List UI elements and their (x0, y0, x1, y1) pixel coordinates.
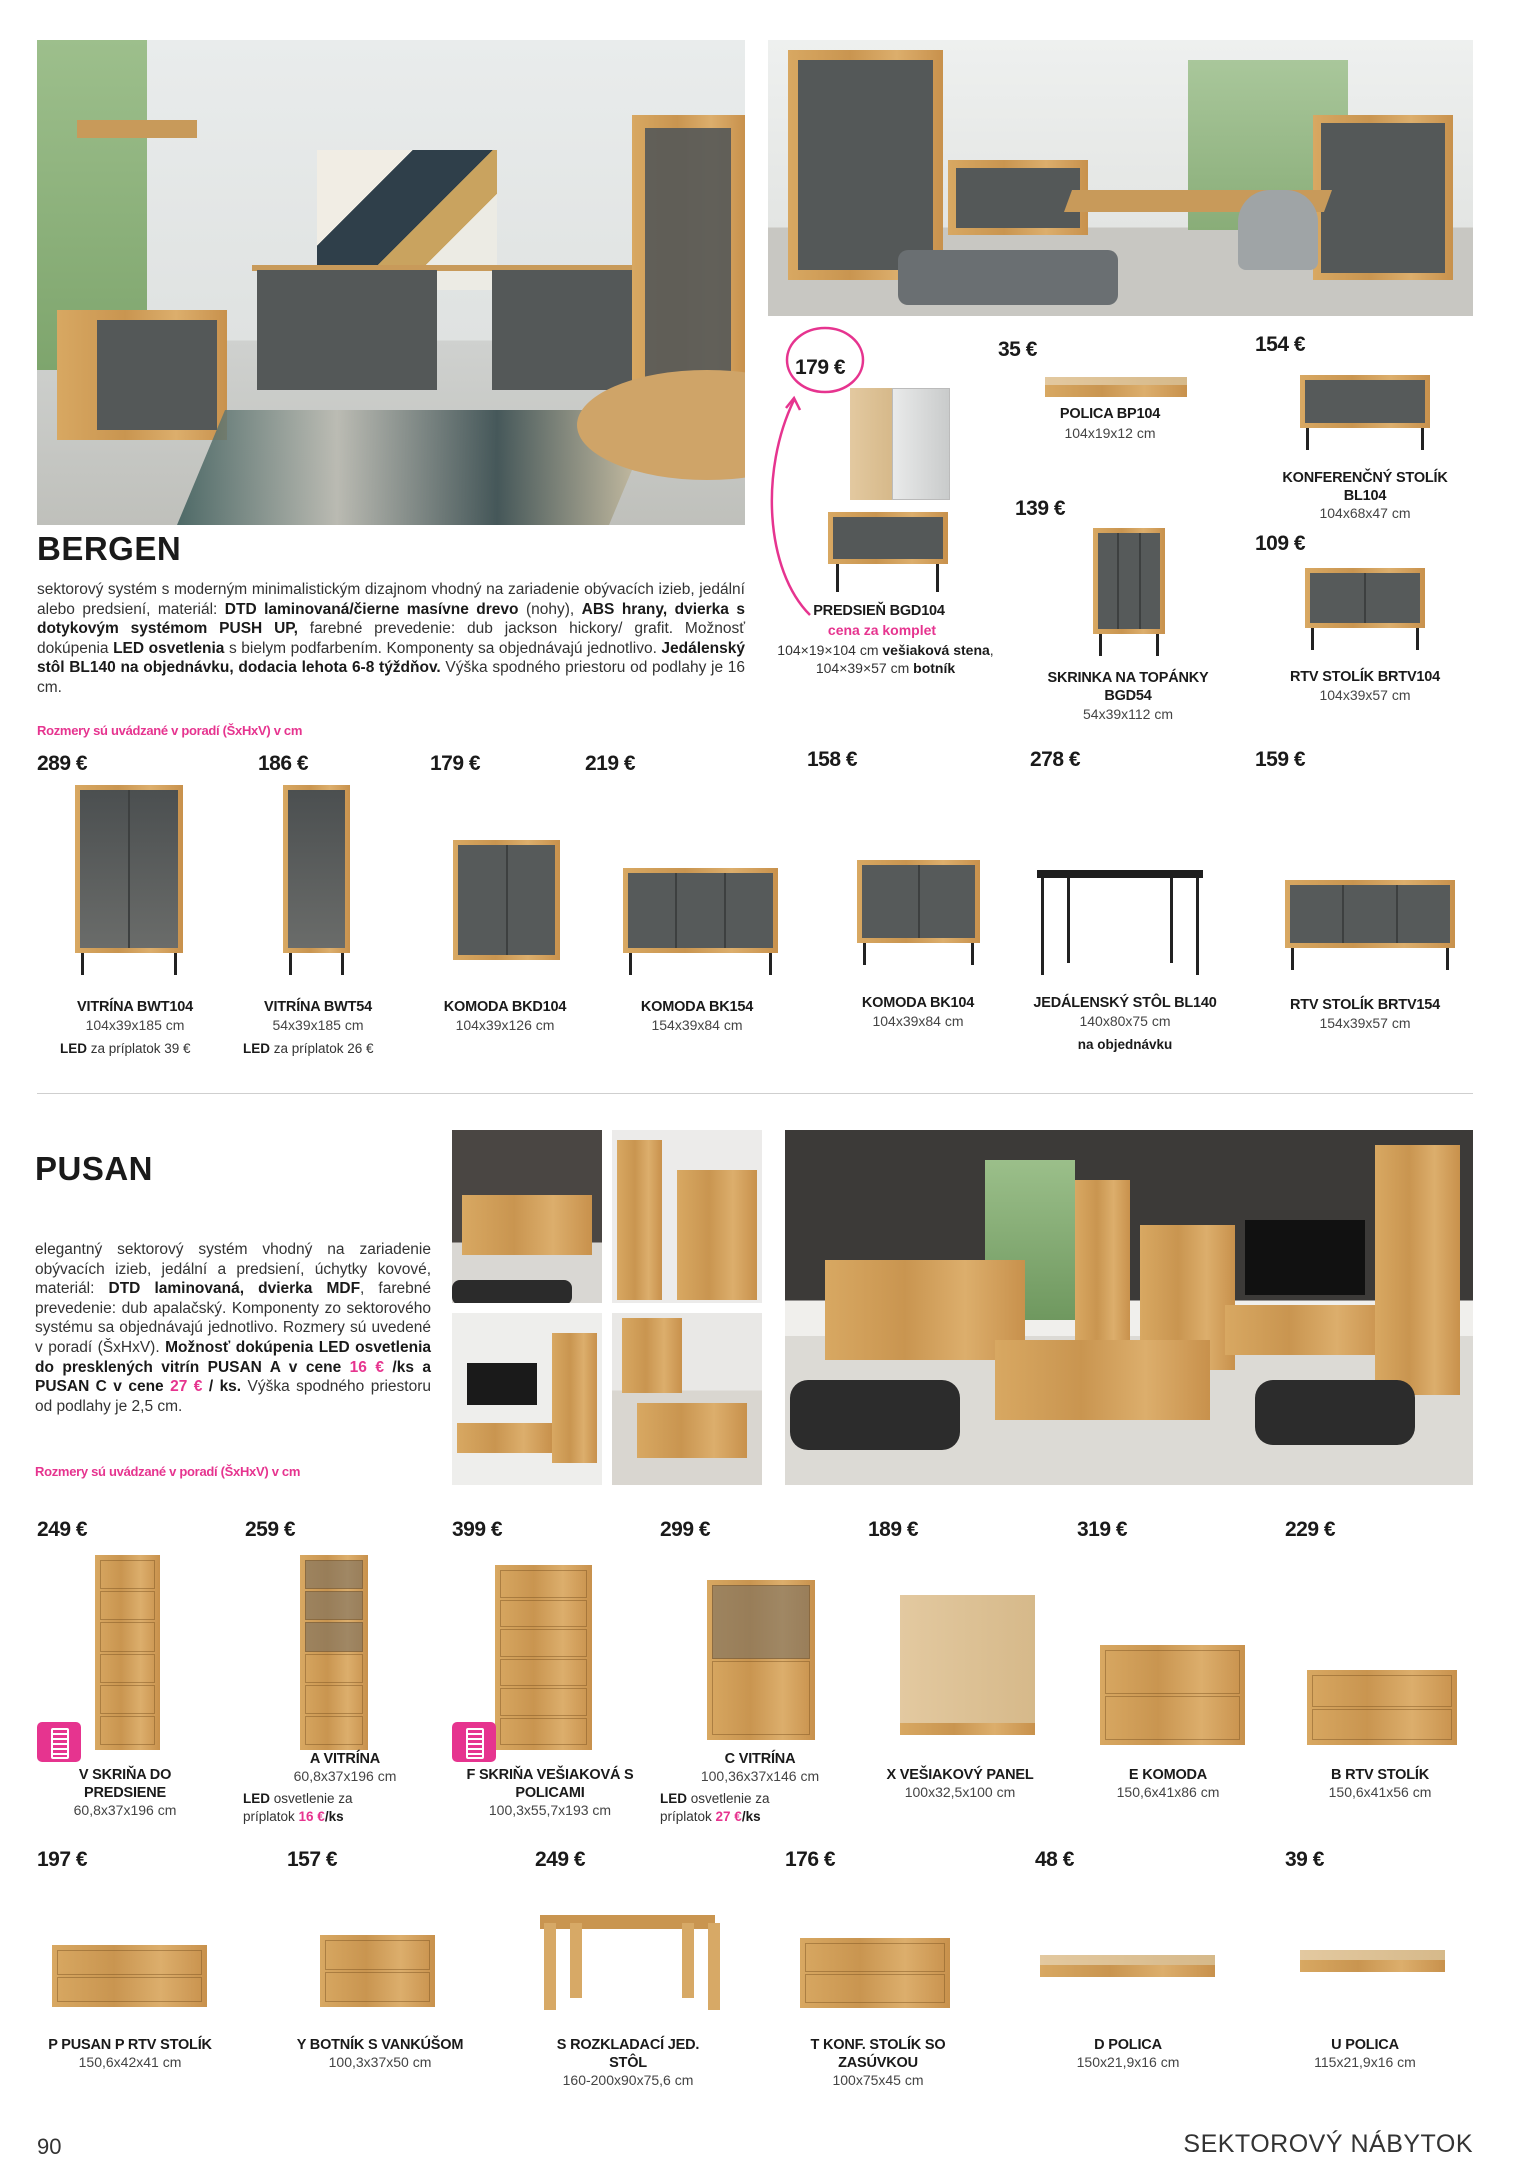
shelf-board (1300, 1960, 1445, 1972)
product-dims: 100x32,5x100 cm (904, 1784, 1016, 1800)
table-leg (682, 1923, 694, 1998)
product-price: 157 € (287, 1848, 338, 1871)
product-price: 48 € (1035, 1848, 1074, 1871)
product-price: 278 € (1030, 748, 1081, 771)
front-panel (325, 1972, 430, 2002)
product-dims: 154x39x84 cm (651, 1017, 743, 1033)
cabinet-leg (769, 953, 772, 975)
text-segment: príplatok (660, 1809, 716, 1824)
cabinet-doors (1290, 885, 1450, 943)
cabinet-leg (289, 953, 292, 975)
text-segment: Možnosť dokúpenia LED osvetlenia do presklených vitrín PUSAN A v cene (35, 1338, 431, 1376)
product-price: 158 € (807, 748, 858, 771)
product-dims: 104x68x47 cm (1319, 505, 1411, 521)
product-price: 186 € (258, 752, 309, 775)
cabinet-body (1307, 1670, 1457, 1745)
cabinet-fronts (1105, 1650, 1240, 1740)
cabinet-body (495, 1565, 592, 1750)
cabinet-doors (1305, 380, 1425, 423)
text-segment: 16 € (349, 1358, 384, 1376)
text-segment: farebné prevedenie: dub jackson hickory/ grafit. Možnosť dokúpenia (37, 620, 746, 657)
product-image (623, 868, 778, 975)
text-segment: LED (243, 1041, 270, 1056)
product-dims: 100,3x55,7x193 cm (488, 1802, 612, 1818)
text-segment: , farebné prevedenie: dub apalačský. Komponenty zo sektorového systému sa objednávajú jednotlivo. Rozmery sú uvedené v poradí (ŠxHxV). (35, 1280, 431, 1356)
front-panel (805, 1974, 945, 2003)
led-lighting-icon (37, 1722, 81, 1762)
product-name: RTV STOLÍK BRTV104 (1289, 669, 1441, 685)
cabinet-fronts (712, 1585, 810, 1735)
text-segment: s bielym podfarbením. Komponenty sa objednávajú jednotlivo. (224, 639, 662, 657)
product-price: 35 € (998, 338, 1037, 361)
cabinet-fronts (305, 1560, 363, 1745)
product-name: POLICA BP104 (1059, 406, 1161, 422)
cabinet-leg (1311, 628, 1314, 650)
front-panel (305, 1654, 363, 1683)
cabinet-body (623, 868, 778, 953)
door (1310, 573, 1364, 623)
product-price: 229 € (1285, 1518, 1336, 1541)
product-dims: 54x39x112 cm (1082, 706, 1174, 722)
front-panel (1312, 1675, 1452, 1707)
cabinet-leg (341, 953, 344, 975)
cabinet-body (1305, 568, 1425, 628)
front-panel (1105, 1650, 1240, 1694)
product-name: SKRINKA NA TOPÁNKY BGD54 (1047, 670, 1209, 704)
cabinet-doors (628, 873, 773, 948)
product-dims: 104x39x126 cm (455, 1017, 555, 1033)
front-panel (500, 1570, 587, 1598)
product-image (900, 1595, 1035, 1735)
text-segment: /ks (324, 1809, 344, 1824)
front-panel (500, 1600, 587, 1628)
text-segment: (nohy), (518, 600, 582, 618)
front-panel (712, 1585, 810, 1659)
product-dims: 104x19x12 cm (1064, 425, 1156, 441)
cabinet-body (1300, 375, 1430, 428)
shelf-board (900, 1723, 1035, 1735)
product-image (495, 1565, 592, 1750)
front-panel (805, 1943, 945, 1972)
product-price: 189 € (868, 1518, 919, 1541)
shelf-back (1045, 377, 1187, 385)
product-image (52, 1945, 207, 2007)
table-leg (708, 1923, 720, 2010)
bergen-dims-note: Rozmery sú uvádzané v poradí (ŠxHxV) v cm (37, 723, 303, 738)
product-name: V SKRIŇA DO PREDSIENE (78, 1767, 172, 1801)
text-segment: Jedálenský stôl BL140 na objednávku, dodacia lehota 6-8 týždňov. (37, 639, 746, 677)
front-panel (500, 1688, 587, 1716)
text-segment: osvetlenie za (687, 1791, 770, 1806)
product-dims: 150,6x41x86 cm (1116, 1784, 1220, 1800)
front-panel (500, 1629, 587, 1657)
table-leg (570, 1923, 582, 1998)
product-name: KOMODA BK104 (861, 995, 975, 1011)
front-panel (305, 1591, 363, 1620)
text-segment: botník (913, 660, 956, 676)
text-segment: za príplatok 39 € (87, 1041, 191, 1056)
shelf-back (1040, 1955, 1215, 1965)
text-segment: ABS hrany, dvierka s dotykovým systémom PUSH UP, (37, 600, 745, 638)
product-image (1045, 377, 1187, 397)
cabinet-leg (1291, 948, 1294, 970)
product-dims: 160-200x90x75,6 cm (562, 2072, 694, 2088)
front-panel (100, 1685, 155, 1714)
table-leg (1170, 878, 1173, 963)
product-image (1093, 528, 1165, 656)
cabinet-leg (1446, 948, 1449, 970)
product-name: T KONF. STOLÍK SO ZASÚVKOU (810, 2037, 946, 2071)
text-segment: Výška spodného priestoru od podlahy je 2,5 cm. (35, 1378, 432, 1415)
text-segment: 27 € (715, 1809, 742, 1824)
cabinet-doors (1310, 573, 1420, 623)
product-name: JEDÁLENSKÝ STÔL BL140 (1033, 995, 1217, 1011)
product-name: E KOMODA (1128, 1767, 1208, 1783)
product-price: 154 € (1255, 333, 1306, 356)
front-panel (57, 1977, 202, 2002)
section-title: SEKTOROVÝ NÁBYTOK (1183, 2130, 1473, 2158)
front-panel (305, 1685, 363, 1714)
product-image (1040, 1955, 1215, 1977)
product-price: 299 € (660, 1518, 711, 1541)
coat-rack-panel-image (850, 388, 892, 500)
product-price: 39 € (1285, 1848, 1324, 1871)
product-extra-info (1078, 1036, 1173, 1054)
cabinet-body (320, 1935, 435, 2007)
text-segment: LED (243, 1791, 270, 1806)
cabinet-fronts (57, 1950, 202, 2002)
product-extra-info (243, 1040, 374, 1058)
table-leg (1067, 878, 1070, 963)
set-name: PREDSIEŇ BGD104 (813, 603, 945, 619)
door (288, 790, 345, 948)
table-leg (544, 1923, 556, 2010)
product-image (540, 1915, 715, 2010)
text-segment: osvetlenie za (270, 1791, 353, 1806)
cabinet-body (453, 840, 560, 960)
product-extra-info (660, 1790, 770, 1826)
product-dims: 100,36x37x146 cm (700, 1768, 820, 1784)
product-dims: 140x80x75 cm (1079, 1013, 1171, 1029)
front-panel (57, 1950, 202, 1975)
text-segment: 27 € (170, 1378, 203, 1396)
product-dims: 115x21,9x16 cm (1314, 2054, 1416, 2070)
door (508, 845, 556, 955)
cabinet-doors (288, 790, 345, 948)
front-panel (1105, 1696, 1240, 1740)
front-panel (100, 1654, 155, 1683)
product-name: D POLICA (1094, 2037, 1162, 2053)
text-segment: LED (660, 1791, 687, 1806)
text-segment: vešiaková stena (882, 642, 990, 658)
front-panel (305, 1622, 363, 1651)
product-name: VITRÍNA BWT54 (263, 999, 373, 1015)
cabinet-body (52, 1945, 207, 2007)
product-price: 259 € (245, 1518, 296, 1541)
cabinet-body (1285, 880, 1455, 948)
product-image (1300, 1950, 1445, 1972)
product-name: B RTV STOLÍK (1330, 1767, 1430, 1783)
shoe-cabinet-image (828, 512, 948, 564)
product-price: 139 € (1015, 497, 1066, 520)
door (1398, 885, 1450, 943)
cabinet-leg (174, 953, 177, 975)
shelf-back (1300, 1950, 1445, 1960)
pusan-vitrine-photo (612, 1130, 762, 1303)
cabinet-leg (81, 953, 84, 975)
product-price: 179 € (430, 752, 481, 775)
product-image (1307, 1670, 1457, 1745)
product-name: P PUSAN P RTV STOLÍK (48, 2037, 212, 2053)
front-panel (305, 1716, 363, 1745)
product-image (1285, 880, 1455, 970)
text-segment: Výška spodného priestoru od podlahy je 16 cm. (37, 659, 746, 696)
mirror-image (892, 388, 950, 500)
product-dims: 104x39x84 cm (872, 1013, 964, 1029)
cabinet-body (95, 1555, 160, 1750)
product-image (1300, 375, 1430, 450)
set-price: 179 € (795, 356, 846, 379)
front-panel (100, 1560, 155, 1589)
page-number: 90 (37, 2134, 62, 2159)
cabinet-doors (1098, 533, 1160, 629)
product-dims: 104x39x185 cm (85, 1017, 185, 1033)
product-name: C VITRÍNA (724, 1751, 796, 1767)
table-leg (1041, 878, 1044, 975)
shelf-back (900, 1595, 1035, 1723)
product-price: 249 € (37, 1518, 88, 1541)
text-segment: /ks (741, 1809, 761, 1824)
cabinet-fronts (805, 1943, 945, 2003)
product-dims: 100,3x37x50 cm (328, 2054, 432, 2070)
text-segment: / ks. (202, 1378, 242, 1396)
product-name: Y BOTNÍK S VANKÚŠOM (296, 2037, 464, 2053)
product-image (857, 860, 980, 965)
text-segment: LED osvetlenia (113, 639, 225, 657)
pusan-living-room-photo (785, 1130, 1473, 1485)
product-image (453, 840, 560, 960)
pusan-coffee-table-photo (612, 1313, 762, 1485)
section-divider (37, 1093, 1473, 1094)
door (1305, 380, 1425, 423)
cabinet-leg (1416, 628, 1419, 650)
door (677, 873, 724, 948)
front-panel (1312, 1709, 1452, 1741)
product-image (320, 1935, 435, 2007)
product-name: X VEŠIAKOVÝ PANEL (886, 1767, 1034, 1783)
cabinet-leg (1156, 634, 1159, 656)
front-panel (500, 1659, 587, 1687)
text-segment: sektorový systém s moderným minimalistickým dizajnom vhodný na zariadenie obývacích izieb, jedální alebo predsiení, materiál: (37, 581, 745, 618)
text-segment: DTD laminovaná/čierne masívne drevo (224, 600, 519, 618)
front-panel (325, 1940, 430, 1970)
product-price: 197 € (37, 1848, 88, 1871)
door (1290, 885, 1342, 943)
bergen-description (37, 580, 745, 698)
product-price: 289 € (37, 752, 88, 775)
product-price: 249 € (535, 1848, 586, 1871)
cabinet-fronts (100, 1560, 155, 1745)
text-segment: /ks a PUSAN C v cene (35, 1358, 432, 1396)
text-segment: elegantný sektorový systém vhodný na zariadenie obývacích izieb, jedální a predsiení, úchytky kovové, materiál: (35, 1241, 431, 1298)
set-price-note: cena za komplet (827, 622, 937, 638)
front-panel (100, 1622, 155, 1651)
door (726, 873, 773, 948)
cabinet-leg (863, 943, 866, 965)
product-image (800, 1938, 950, 2008)
pusan-dims-note: Rozmery sú uvádzané v poradí (ŠxHxV) v cm (35, 1464, 301, 1479)
product-name: A VITRÍNA (309, 1751, 381, 1767)
product-image (95, 1555, 160, 1750)
product-extra-info (243, 1790, 353, 1826)
text-segment: za príplatok 26 € (270, 1041, 374, 1056)
set-dims (773, 641, 998, 677)
product-name: F SKRIŇA VEŠIAKOVÁ S POLICAMI (466, 1767, 634, 1801)
product-price: 399 € (452, 1518, 503, 1541)
front-panel (100, 1716, 155, 1745)
product-name: VITRÍNA BWT104 (77, 999, 193, 1015)
product-name: S ROZKLADACÍ JED. STÔL (556, 2037, 700, 2071)
front-panel (712, 1661, 810, 1735)
text-segment: na objednávku (1077, 1037, 1173, 1052)
cabinet-body (75, 785, 183, 953)
cabinet-leg (629, 953, 632, 975)
cabinet-body (857, 860, 980, 943)
pusan-tv-wall-photo (452, 1313, 602, 1485)
product-image (75, 785, 183, 975)
product-dims: 150,6x42x41 cm (78, 2054, 182, 2070)
cabinet-leg (1421, 428, 1424, 450)
door (1119, 533, 1138, 629)
product-price: 176 € (785, 1848, 836, 1871)
text-segment: príplatok (243, 1809, 299, 1824)
product-image (1100, 1645, 1245, 1745)
shelf-board (1040, 1965, 1215, 1977)
text-segment: 16 € (298, 1809, 325, 1824)
door (130, 790, 178, 948)
product-dims: 154x39x57 cm (1319, 1015, 1411, 1031)
bergen-dining-room-photo (768, 40, 1473, 316)
front-panel (100, 1591, 155, 1620)
cabinet-body (707, 1580, 815, 1740)
front-panel (500, 1718, 587, 1746)
pusan-sideboard-photo (452, 1130, 602, 1303)
door (920, 865, 976, 938)
cabinet-doors (80, 790, 178, 948)
cabinet-body (800, 1938, 950, 2008)
product-dims: 54x39x185 cm (272, 1017, 364, 1033)
door (1098, 533, 1117, 629)
product-price: 109 € (1255, 532, 1306, 555)
bergen-living-room-photo (37, 40, 745, 525)
cabinet-body (1093, 528, 1165, 634)
door (458, 845, 506, 955)
door (1141, 533, 1160, 629)
text-segment: LED (60, 1041, 87, 1056)
product-image (707, 1580, 815, 1740)
product-name: RTV STOLÍK BRTV154 (1289, 997, 1441, 1013)
product-extra-info (60, 1040, 191, 1058)
bergen-title: BERGEN (37, 530, 182, 567)
pusan-description (35, 1240, 431, 1416)
product-dims: 104x39x57 cm (1319, 687, 1411, 703)
cabinet-body (283, 785, 350, 953)
door (628, 873, 675, 948)
product-name: KOMODA BKD104 (443, 999, 567, 1015)
table-top (1037, 870, 1203, 878)
door (1344, 885, 1396, 943)
product-dims: 60,8x37x196 cm (293, 1768, 397, 1784)
product-dims: 150x21,9x16 cm (1076, 2054, 1180, 2070)
shelf-board (1045, 385, 1187, 397)
product-dims: 60,8x37x196 cm (73, 1802, 177, 1818)
cabinet-leg (1306, 428, 1309, 450)
product-image (1305, 568, 1425, 650)
product-price: 319 € (1077, 1518, 1128, 1541)
product-dims: 150,6x41x56 cm (1328, 1784, 1432, 1800)
cabinet-doors (458, 845, 555, 955)
text-segment: DTD laminovaná, dvierka MDF (108, 1280, 361, 1298)
cabinet-body (300, 1555, 368, 1750)
pusan-title: PUSAN (35, 1150, 154, 1187)
door (862, 865, 918, 938)
led-lighting-icon (452, 1722, 496, 1762)
text-segment: , 104×39×57 cm (815, 642, 994, 676)
product-price: 159 € (1255, 748, 1306, 771)
cabinet-fronts (1312, 1675, 1452, 1740)
text-segment: 104×19×104 cm (777, 642, 883, 658)
door (1366, 573, 1420, 623)
product-name: KOMODA BK154 (640, 999, 754, 1015)
table-leg (1196, 878, 1199, 975)
cabinet-doors (862, 865, 975, 938)
product-image (283, 785, 350, 975)
cabinet-body (1100, 1645, 1245, 1745)
product-name: U POLICA (1331, 2037, 1399, 2053)
door (80, 790, 128, 948)
product-name: KONFERENČNÝ STOLÍK BL104 (1282, 470, 1448, 504)
cabinet-fronts (500, 1570, 587, 1745)
product-image (300, 1555, 368, 1750)
front-panel (305, 1560, 363, 1589)
cabinet-fronts (325, 1940, 430, 2002)
product-dims: 100x75x45 cm (832, 2072, 924, 2088)
cabinet-leg (1099, 634, 1102, 656)
product-image (1037, 870, 1203, 975)
cabinet-leg (971, 943, 974, 965)
product-price: 219 € (585, 752, 636, 775)
